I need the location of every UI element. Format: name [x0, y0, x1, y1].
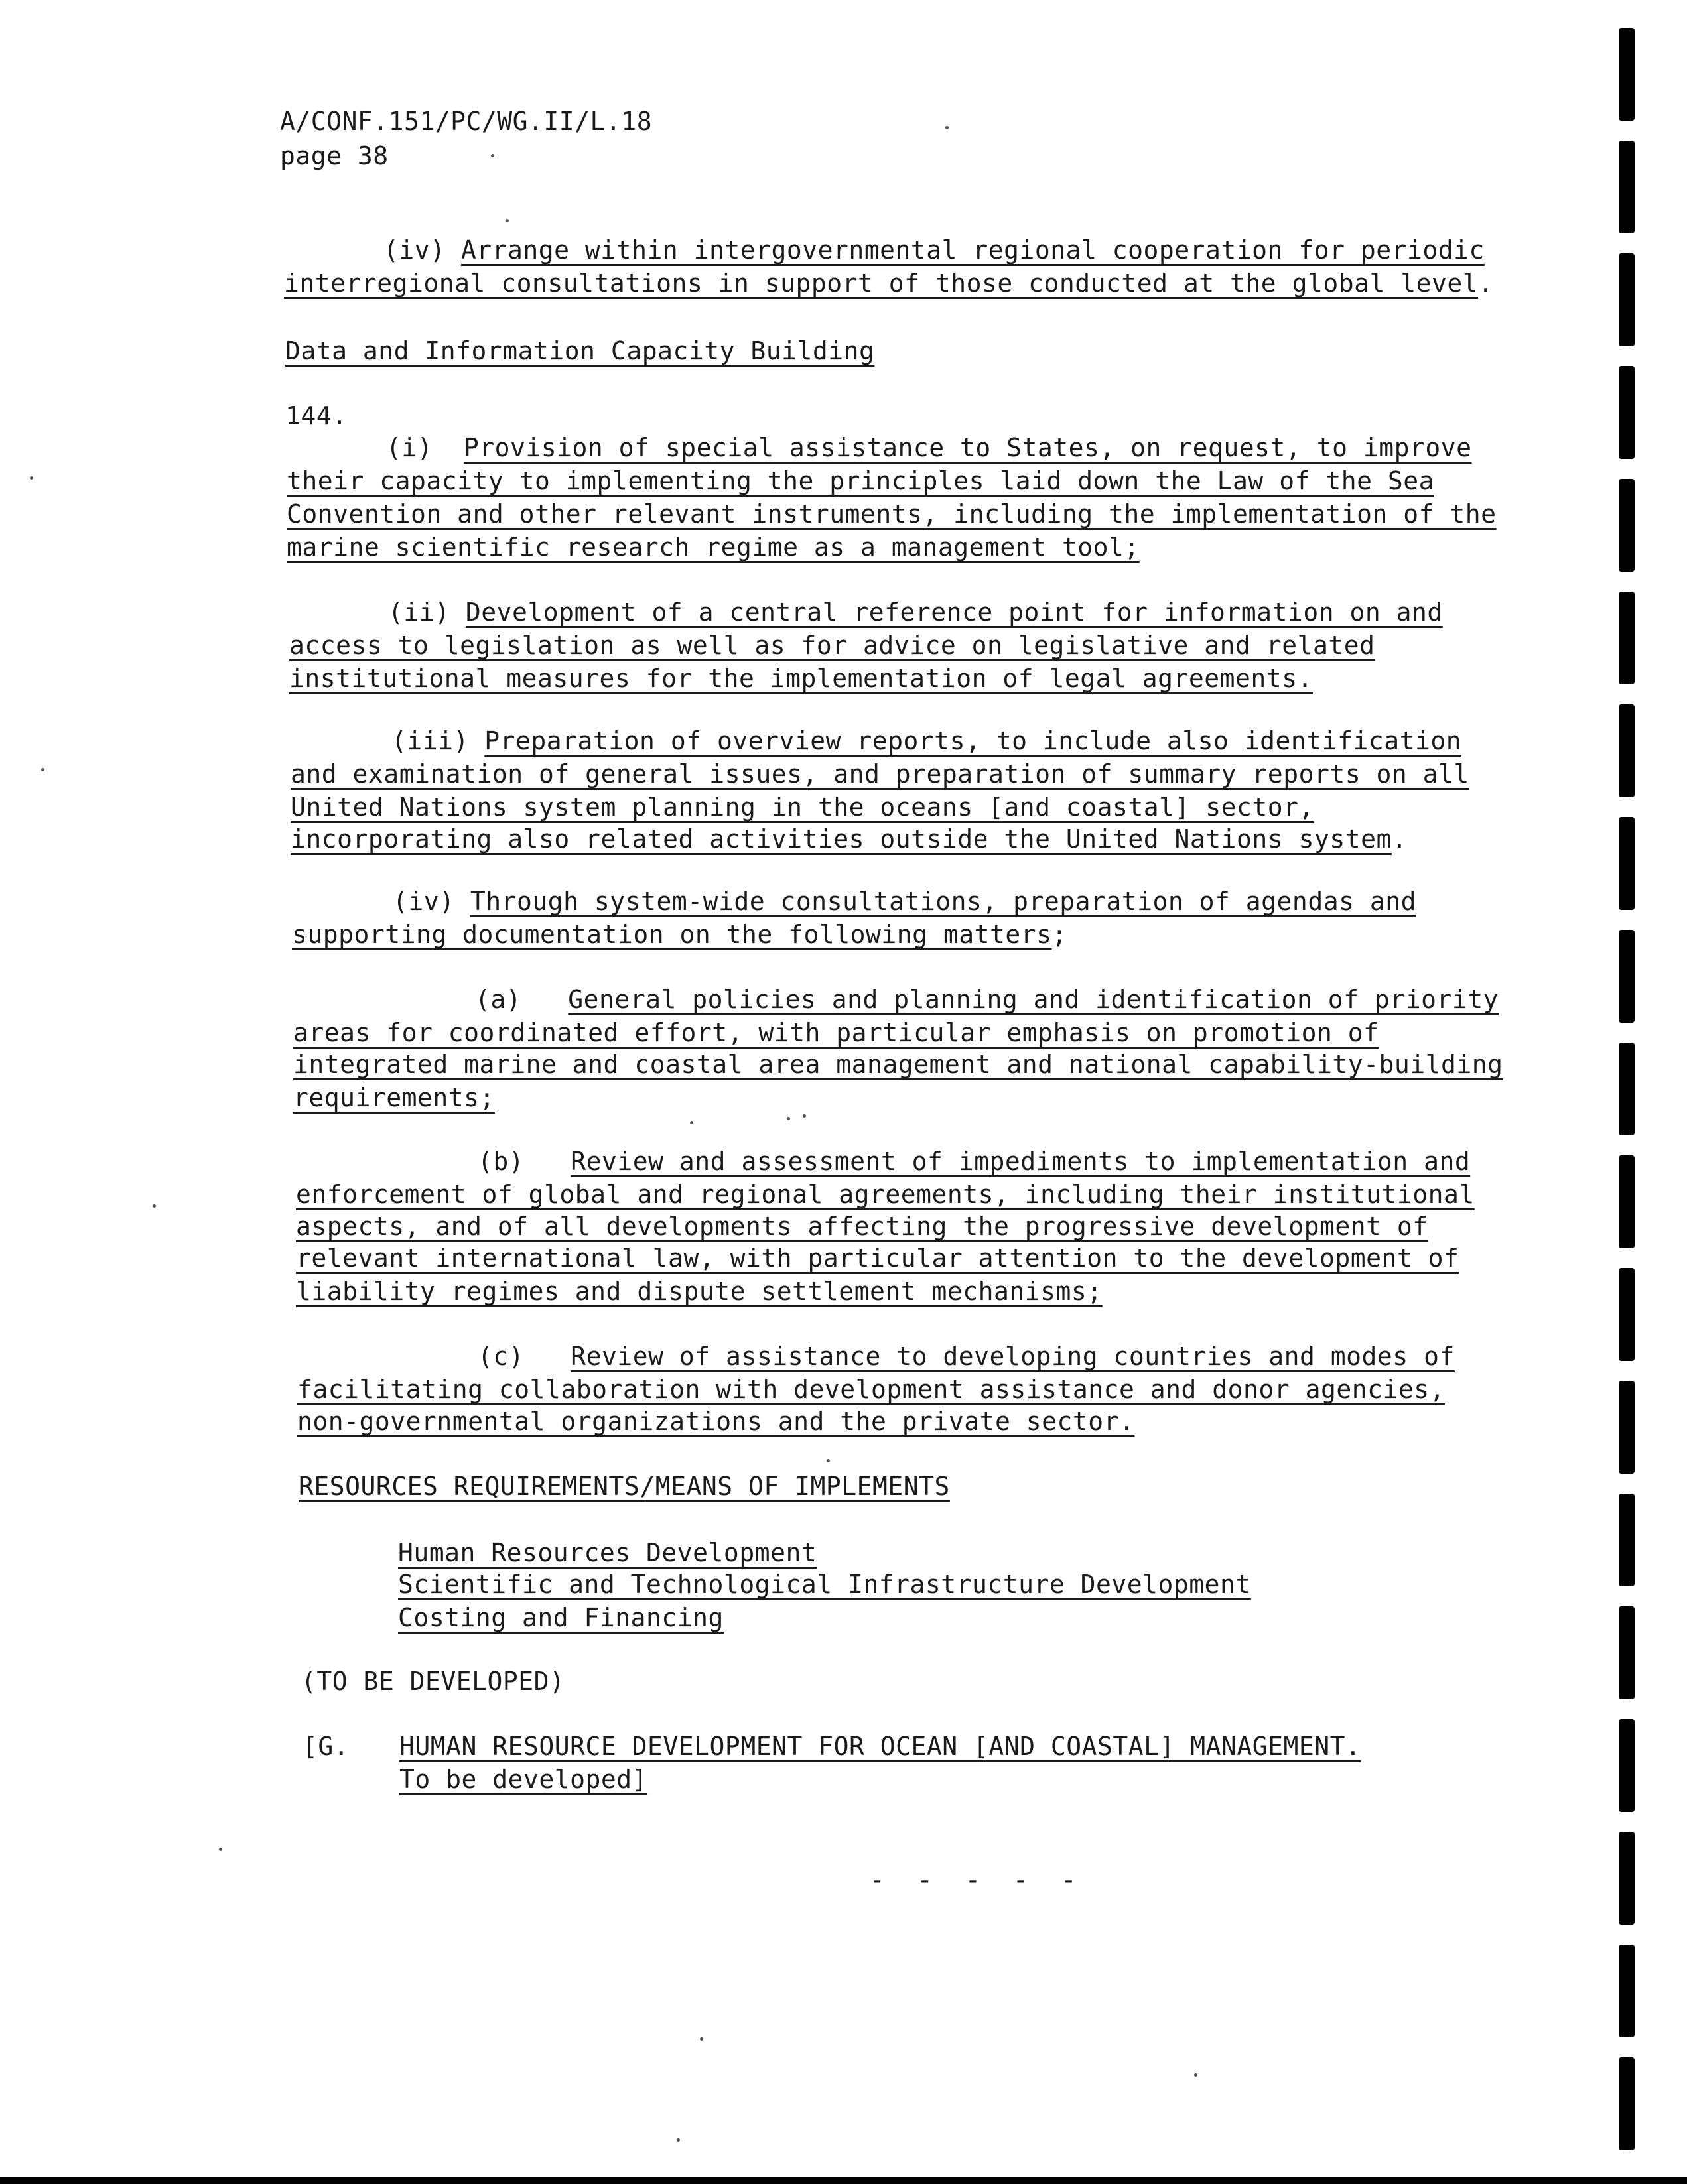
page-number: page 38: [280, 141, 389, 170]
change-bar: [1619, 1832, 1635, 1925]
item-i-line-4: marine scientific research regime as a management tool;: [287, 533, 1140, 562]
item-number: (b): [478, 1147, 525, 1176]
resource-item: Scientific and Technological Infrastructure Development: [398, 1570, 1251, 1599]
item-ii-line-3: institutional measures for the implementation of legal agreements.: [289, 664, 1313, 693]
scan-bottom-edge: [0, 2177, 1687, 2184]
sub-b-line-4: relevant international law, with particular attention to the development of: [296, 1244, 1459, 1273]
scan-speck: [153, 1204, 156, 1208]
para-iv-top: [383, 233, 1485, 267]
item-ii: [388, 596, 1443, 629]
item-iv-line-2: supporting documentation on the following matters: [292, 920, 1052, 949]
item-number: (iii): [391, 726, 469, 755]
section-g-title: HUMAN RESOURCE DEVELOPMENT FOR OCEAN [AND COASTAL] MANAGEMENT.: [399, 1732, 1361, 1761]
scan-speck: [30, 476, 33, 480]
change-bar: [1619, 1945, 1635, 2037]
para-iv-top-cont: interregional consultations in support of those conducted at the global level.: [284, 269, 1494, 298]
change-bar: [1619, 1606, 1635, 1699]
item-number: (i): [386, 433, 433, 462]
scan-speck: [700, 2037, 703, 2041]
item-iv-line-1: Through system-wide consultations, preparation of agendas and: [470, 887, 1416, 916]
item-number: (iv): [393, 887, 455, 916]
item-iii-cont: incorporating also related activities outside the United Nations system.: [291, 824, 1408, 854]
sub-b-line-5: liability regimes and dispute settlement mechanisms;: [296, 1277, 1103, 1306]
item-i-line-2: their capacity to implementing the principles laid down the Law of the Sea: [287, 466, 1434, 495]
item-iii-line-2: and examination of general issues, and preparation of summary reports on all: [291, 759, 1469, 789]
sub-a-line-4: requirements;: [293, 1083, 495, 1112]
change-bar: [1619, 28, 1635, 121]
change-bar: [1619, 704, 1635, 797]
paragraph-number: 144.: [285, 401, 348, 430]
scan-speck: [945, 126, 949, 129]
change-bar: [1619, 366, 1635, 459]
item-number: (iv): [383, 235, 446, 265]
end-marker: - - - - -: [869, 1865, 1085, 1895]
sub-item-b: [478, 1145, 1470, 1178]
change-bar: [1619, 817, 1635, 910]
change-bar: [1619, 1381, 1635, 1474]
item-iii-line-3: United Nations system planning in the oceans [and coastal] sector,: [291, 793, 1314, 822]
item-number: (a): [475, 985, 522, 1014]
item-iii: [391, 724, 1461, 757]
sub-a-line-1: General policies and planning and identification of priority: [568, 985, 1499, 1014]
scan-speck: [219, 1848, 222, 1851]
item-i-line-1: Provision of special assistance to States, on request, to improve: [463, 433, 1472, 462]
resources-heading: RESOURCES REQUIREMENTS/MEANS OF IMPLEMENTS: [299, 1472, 950, 1501]
resource-item: Costing and Financing: [398, 1603, 724, 1632]
sub-c-line-1: Review of assistance to developing countries and modes of: [571, 1342, 1455, 1371]
scan-speck: [1194, 2073, 1197, 2077]
section-g-note: To be developed]: [399, 1765, 648, 1794]
change-bar: [1619, 592, 1635, 684]
change-bar: [1619, 141, 1635, 233]
scan-speck: [787, 1117, 790, 1120]
change-bar: [1619, 253, 1635, 346]
sub-b-line-1: Review and assessment of impediments to implementation and: [571, 1147, 1471, 1176]
para-iv-line-1: Arrange within intergovernmental regional cooperation for periodic: [460, 235, 1485, 265]
sub-c-line-2: facilitating collaboration with development assistance and donor agencies,: [297, 1375, 1445, 1404]
change-bar: [1619, 1043, 1635, 1135]
scan-speck: [41, 768, 44, 771]
scan-speck: [690, 1121, 693, 1124]
sub-b-line-2: enforcement of global and regional agreements, including their institutional: [296, 1180, 1475, 1209]
item-ii-line-1: Development of a central reference point for information on and: [465, 598, 1443, 627]
change-bar: [1619, 1155, 1635, 1248]
to-be-developed: (TO BE DEVELOPED): [301, 1667, 565, 1696]
change-bar: [1619, 1719, 1635, 1812]
change-bar: [1619, 930, 1635, 1023]
item-iv: [393, 885, 1416, 918]
scan-speck: [677, 2138, 680, 2142]
change-bar: [1619, 479, 1635, 572]
item-number: (ii): [388, 598, 450, 627]
item-iv-cont: supporting documentation on the following matters;: [292, 920, 1067, 949]
resource-item: Human Resources Development: [398, 1538, 817, 1567]
change-bar: [1619, 1268, 1635, 1361]
sub-c-line-3: non-governmental organizations and the private sector.: [297, 1407, 1135, 1436]
sub-a-line-2: areas for coordinated effort, with particular emphasis on promotion of: [293, 1018, 1379, 1047]
change-bar: [1619, 2057, 1635, 2150]
item-ii-line-2: access to legislation as well as for advice on legislative and related: [289, 631, 1375, 660]
item-i: [386, 431, 1471, 464]
change-bar: [1619, 1494, 1635, 1586]
scan-speck: [506, 219, 509, 222]
section-g-label: [G.: [303, 1732, 350, 1761]
margin-change-bars: [1619, 0, 1639, 2184]
item-iii-line-4: incorporating also related activities outside the United Nations system: [291, 824, 1392, 854]
scan-speck: [491, 154, 494, 157]
item-number: (c): [478, 1342, 525, 1371]
sub-item-a: [475, 983, 1499, 1016]
item-iii-line-1: Preparation of overview reports, to include also identification: [484, 726, 1462, 755]
para-iv-line-2: interregional consultations in support of those conducted at the global level: [284, 269, 1479, 298]
scan-speck: [803, 1114, 806, 1118]
document-symbol: A/CONF.151/PC/WG.II/L.18: [280, 107, 653, 136]
section-heading-data: Data and Information Capacity Building: [285, 336, 875, 365]
sub-b-line-3: aspects, and of all developments affecting the progressive development of: [296, 1212, 1428, 1241]
item-i-line-3: Convention and other relevant instruments, including the implementation of the: [287, 499, 1497, 529]
sub-item-c: [478, 1340, 1455, 1373]
sub-a-line-3: integrated marine and coastal area management and national capability-building: [293, 1050, 1503, 1079]
scan-speck: [827, 1459, 830, 1462]
